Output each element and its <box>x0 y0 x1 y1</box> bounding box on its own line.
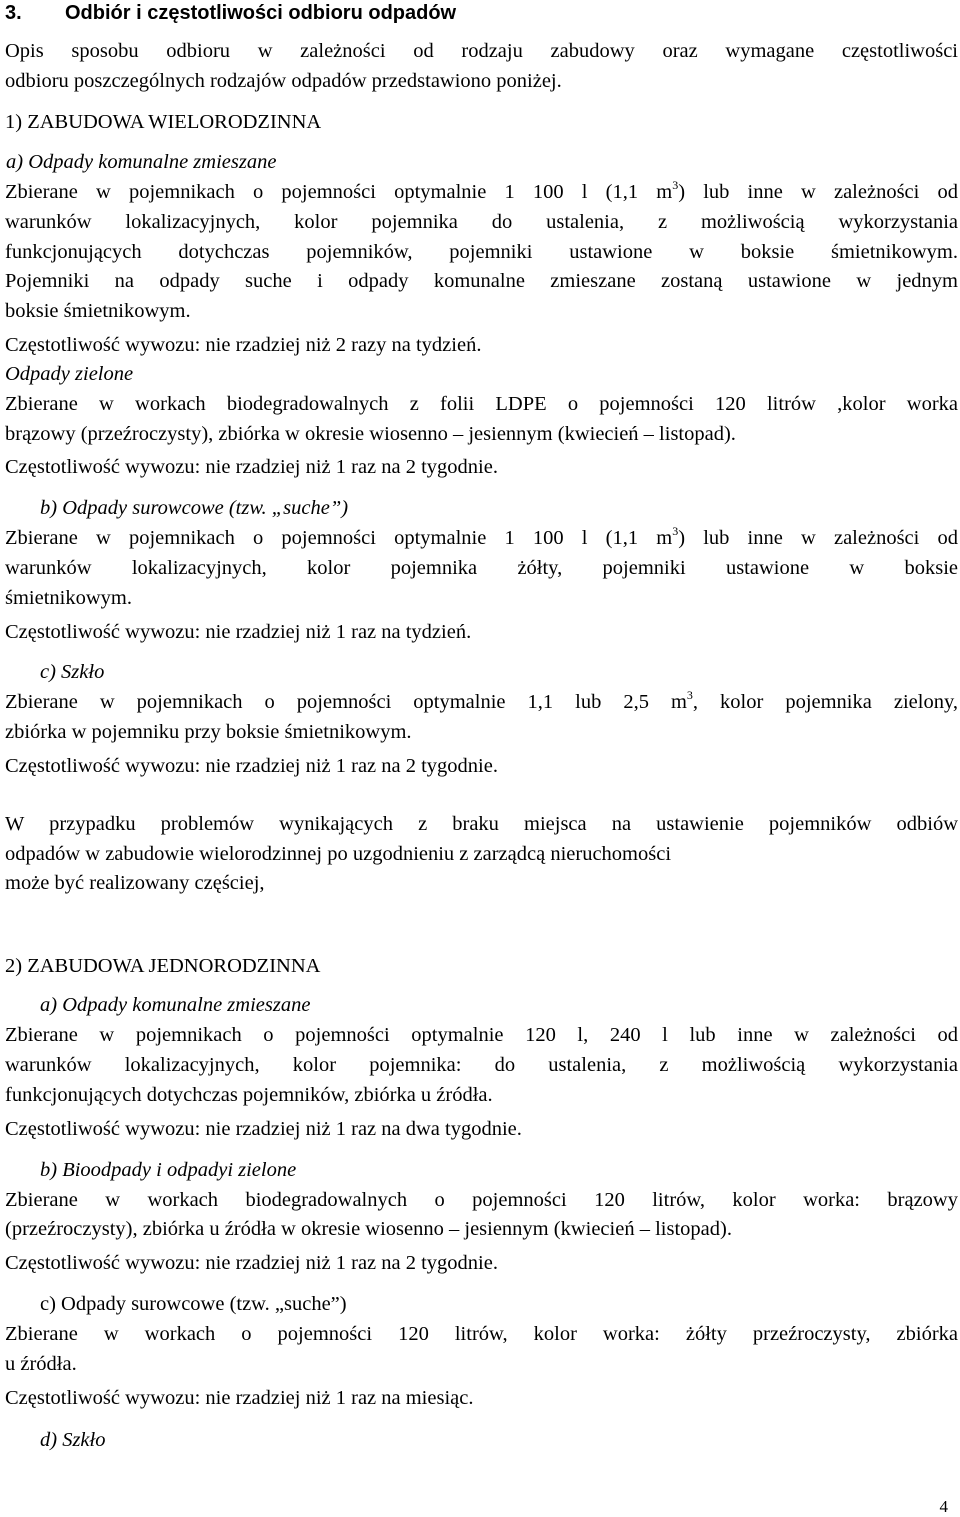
intro-line-2: odbioru poszczególnych rodzajów odpadów przedstawiono poniżej. <box>5 70 562 92</box>
multi-c-frequency: Częstotliwość wywozu: nie rzadziej niż 1 raz na 2 tygodnie. <box>5 755 498 777</box>
single-c-frequency: Częstotliwość wywozu: nie rzadziej niż 1 raz na miesiąc. <box>5 1387 474 1409</box>
superscript: 3 <box>686 688 693 702</box>
multi-note-line-1: W przypadku problemów wynikających z braku miejsca na ustawienie pojemników odbiów <box>5 813 958 835</box>
multi-b-line-1: Zbierane w pojemnikach o pojemności optymalnie 1 100 l (1,1 $m^3$) lub inne w zależności od <box>5 524 959 549</box>
single-b-frequency: Częstotliwość wywozu: nie rzadziej niż 1 raz na 2 tygodnie. <box>5 1252 498 1274</box>
superscript: 3 <box>672 524 679 538</box>
multi-b-frequency: Częstotliwość wywozu: nie rzadziej niż 1 raz na tydzień. <box>5 621 472 643</box>
multi-green-line-1: Zbierane w workach biodegradowalnych z folii LDPE o pojemności 120 litrów ,kolor worka <box>5 393 958 415</box>
single-c-line-2: u źródła. <box>5 1353 77 1375</box>
multi-a-line-3: funkcjonujących dotychczas pojemników, pojemniki ustawione w boksie śmietnikowym. <box>5 241 958 263</box>
multi-a-frequency: Częstotliwość wywozu: nie rzadziej niż 2 razy na tydzień. <box>5 334 482 356</box>
single-c-title: c) Odpady surowcowe (tzw. „suche”) <box>40 1293 347 1315</box>
single-c-line-1: Zbierane w workach o pojemności 120 litrów, kolor worka: żółty przeźroczysty, zbiórka <box>5 1323 958 1345</box>
multi-b-title: b) Odpady surowcowe (tzw. „suche”) <box>40 497 349 519</box>
section-heading <box>5 3 456 23</box>
single-a-frequency: Częstotliwość wywozu: nie rzadziej niż 1 raz na dwa tygodnie. <box>5 1118 522 1140</box>
single-a-line-2: warunków lokalizacyjnych, kolor pojemnika: do ustalenia, z możliwością wykorzystania <box>5 1054 958 1076</box>
single-a-line-1: Zbierane w pojemnikach o pojemności optymalnie 120 l, 240 l lub inne w zależności od <box>5 1024 958 1046</box>
single-d-title: d) Szkło <box>40 1429 106 1451</box>
single-b-line-1: Zbierane w workach biodegradowalnych o pojemności 120 litrów, kolor worka: brązowy <box>5 1189 958 1211</box>
multi-note-line-3: może być realizowany częściej, <box>5 872 265 894</box>
multi-green-frequency: Częstotliwość wywozu: nie rzadziej niż 1 raz na 2 tygodnie. <box>5 456 498 478</box>
intro-line-1: Opis sposobu odbioru w zależności od rodzaju zabudowy oraz wymagane częstotliwości <box>5 40 958 62</box>
single-heading: 2) ZABUDOWA JEDNORODZINNA <box>5 955 321 977</box>
multi-a-line-5: boksie śmietnikowym. <box>5 300 191 322</box>
multi-c-line-1: Zbierane w pojemnikach o pojemności optymalnie 1,1 lub 2,5 $m^3$, kolor pojemnika zielony, <box>5 688 958 713</box>
section-number: 3. <box>5 2 22 24</box>
multi-heading: 1) ZABUDOWA WIELORODZINNA <box>5 111 322 133</box>
single-a-line-3: funkcjonujących dotychczas pojemników, zbiórka u źródła. <box>5 1084 493 1106</box>
multi-c-line-2: zbiórka w pojemniku przy boksie śmietnikowym. <box>5 721 412 743</box>
multi-green-title: Odpady zielone <box>5 363 134 385</box>
multi-a-line-4: Pojemniki na odpady suche i odpady komunalne zmieszane zostaną ustawione w jednym <box>5 270 958 292</box>
multi-b-line-2: warunków lokalizacyjnych, kolor pojemnika żółty, pojemniki ustawione w boksie <box>5 557 958 579</box>
superscript: 3 <box>672 178 679 192</box>
multi-a-title: a) Odpady komunalne zmieszane <box>6 151 277 173</box>
single-b-line-2: (przeźroczysty), zbiórka u źródła w okresie wiosenno – jesiennym (kwiecień – listopad). <box>5 1218 732 1240</box>
single-a-title: a) Odpady komunalne zmieszane <box>40 994 311 1016</box>
multi-note-line-2: odpadów w zabudowie wielorodzinnej po uzgodnieniu z zarządcą nieruchomości <box>5 843 672 865</box>
multi-a-line-1: Zbierane w pojemnikach o pojemności optymalnie 1 100 l (1,1 $m^3$) lub inne w zależności od <box>5 178 959 203</box>
page-number: 4 <box>939 1497 948 1516</box>
multi-green-line-2: brązowy (przeźroczysty), zbiórka w okresie wiosenno – jesiennym (kwiecień – listopad). <box>5 423 736 445</box>
multi-c-title: c) Szkło <box>40 661 105 683</box>
multi-a-line-2: warunków lokalizacyjnych, kolor pojemnika do ustalenia, z możliwością wykorzystania <box>5 211 958 233</box>
single-b-title: b) Bioodpady i odpadyi zielone <box>40 1159 297 1181</box>
section-title: Odbiór i częstotliwości odbioru odpadów <box>65 2 457 24</box>
multi-b-line-3: śmietnikowym. <box>5 587 132 609</box>
